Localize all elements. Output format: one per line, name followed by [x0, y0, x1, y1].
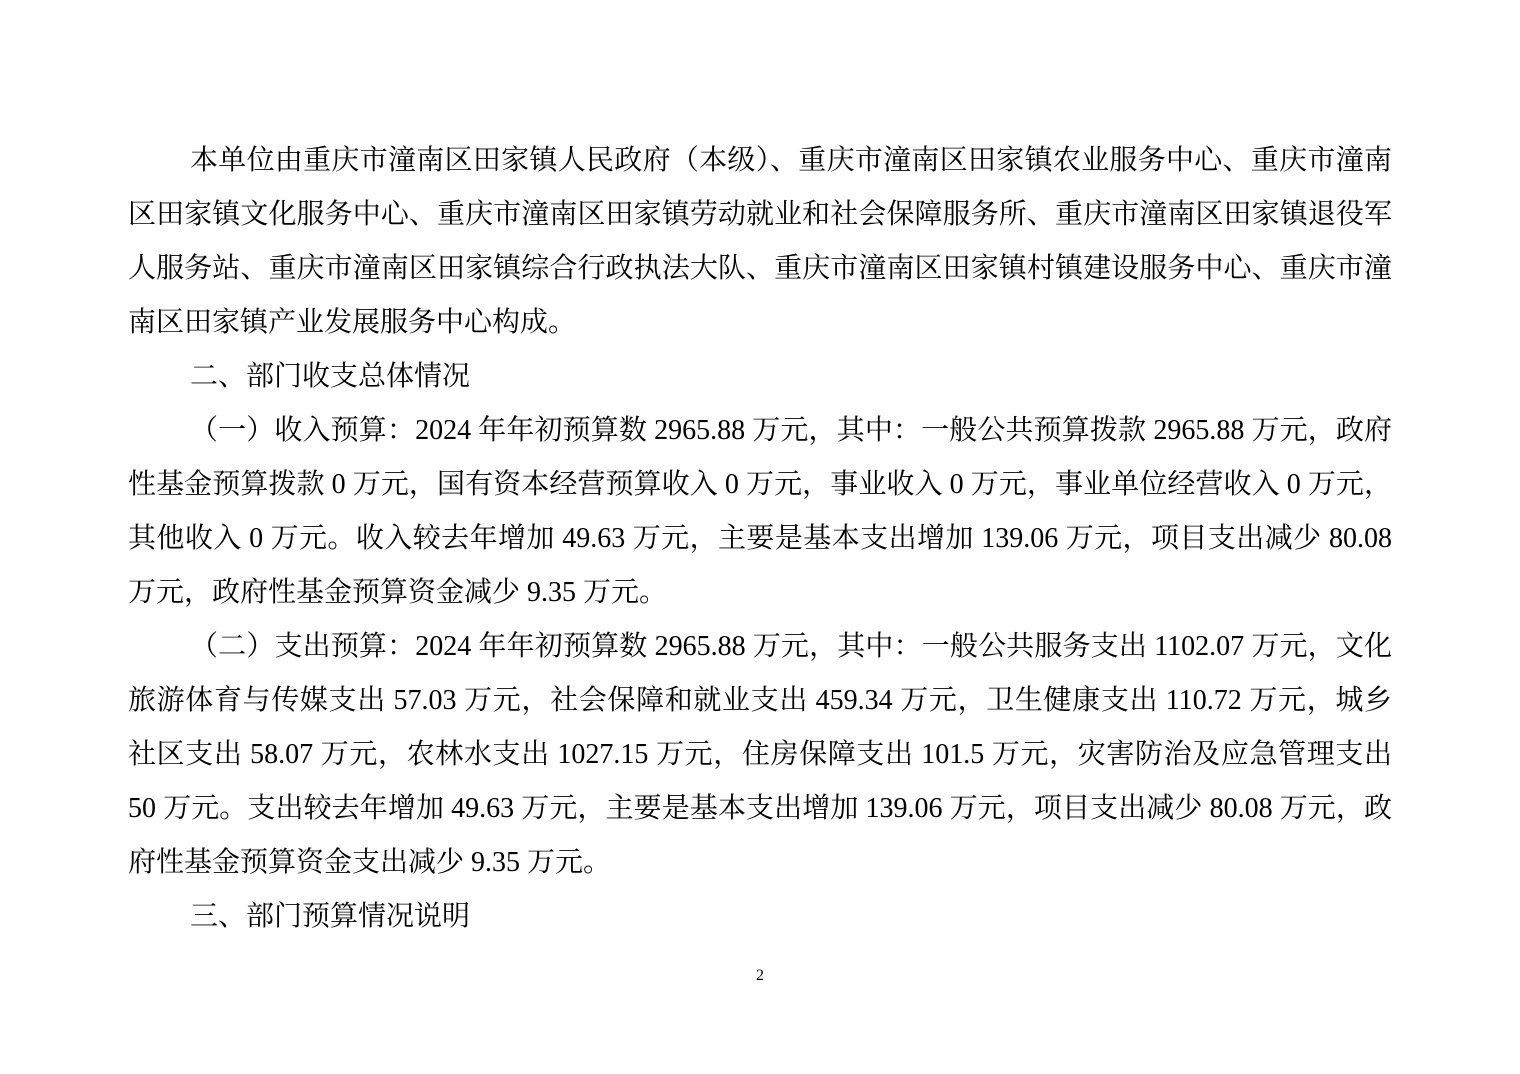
document-body [128, 134, 1392, 944]
paragraph-expenditure-budget: （二）支出预算：2024 年年初预算数 2965.88 万元，其中：一般公共服务支出 1102.07 万元，文化旅游体育与传媒支出 57.03 万元，社会保障和就业支出 459.34 万元，卫生健康支出 110.72 万元，城乡社区支出 58.07 万元，农林水支出 1027.15 万元，住房保障支出 101.5 万元，灾害防治及应急管理支出 50 万元。支出较去年增加 49.63 万元，主要是基本支出增加 139.06 万元，项目支出减少 80.08 万元，政府性基金预算资金支出减少 9.35 万元。 [128, 631, 1392, 878]
page-number: 2 [756, 967, 764, 984]
section-heading-revenue-expenditure: 二、部门收支总体情况 [190, 361, 471, 392]
paragraph-revenue-budget: （一）收入预算：2024 年年初预算数 2965.88 万元，其中：一般公共预算拨款 2965.88 万元，政府性基金预算拨款 0 万元，国有资本经营预算收入 0 万元，事业收入 0 万元，事业单位经营收入 0 万元，其他收入 0 万元。收入较去年增加 49.63 万元，主要是基本支出增加 139.06 万元，项目支出减少 80.08 万元，政府性基金预算资金减少 9.35 万元。 [128, 415, 1392, 608]
section-heading-budget-explanation: 三、部门预算情况说明 [190, 901, 471, 932]
paragraph-unit-composition: 本单位由重庆市潼南区田家镇人民政府（本级）、重庆市潼南区田家镇农业服务中心、重庆市潼南区田家镇文化服务中心、重庆市潼南区田家镇劳动就业和社会保障服务所、重庆市潼南区田家镇退役军人服务站、重庆市潼南区田家镇综合行政执法大队、重庆市潼南区田家镇村镇建设服务中心、重庆市潼南区田家镇产业发展服务中心构成。 [128, 145, 1392, 338]
